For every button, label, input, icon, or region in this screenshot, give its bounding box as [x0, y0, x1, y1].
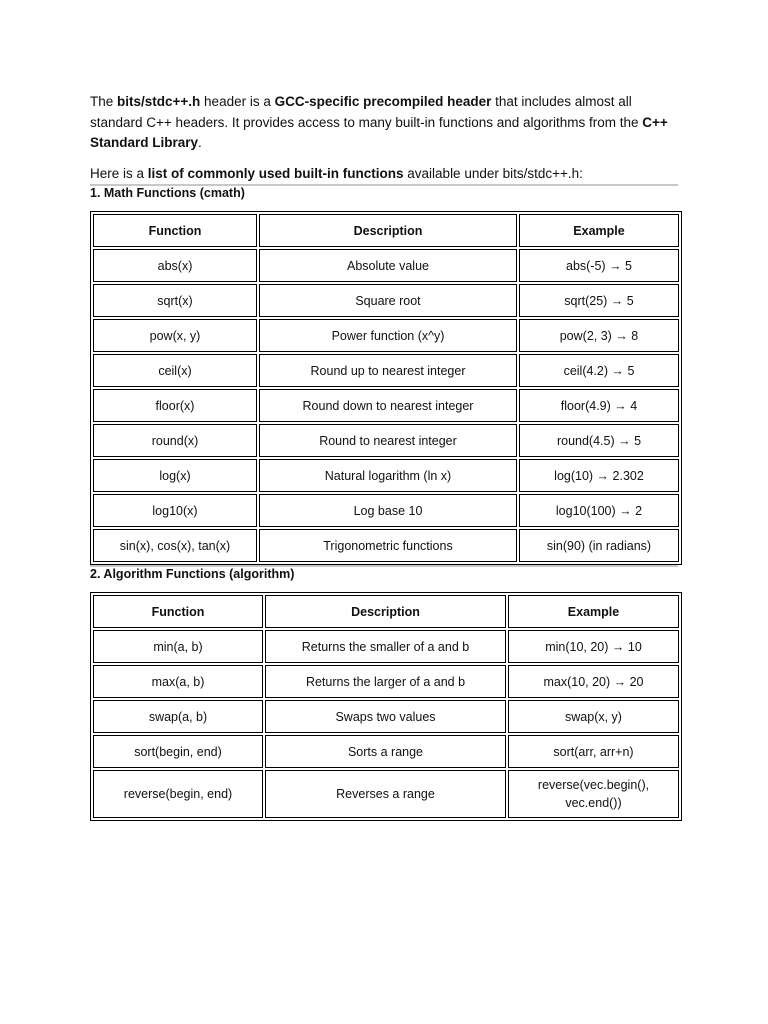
example-cell: round(4.5) → 5	[519, 424, 679, 457]
function-cell: ceil(x)	[93, 354, 257, 387]
description-cell: Natural logarithm (ln x)	[259, 459, 517, 492]
table-row	[93, 529, 679, 562]
bold-text: C++ Standard Library	[90, 114, 668, 150]
description-cell: Round to nearest integer	[259, 424, 517, 457]
example-cell: floor(4.9) → 4	[519, 389, 679, 422]
text-run: The	[90, 94, 118, 109]
example-cell: min(10, 20) → 10	[508, 630, 679, 663]
column-header-function: Function	[93, 595, 263, 628]
table-header-row	[93, 214, 679, 247]
text-run: Here is a	[90, 165, 148, 181]
example-cell: log(10) → 2.302	[519, 459, 679, 492]
description-cell: Log base 10	[259, 494, 517, 527]
table-row	[93, 494, 679, 527]
description-cell: Square root	[259, 284, 517, 317]
table-row	[93, 319, 679, 352]
function-cell: log10(x)	[93, 494, 257, 527]
description-cell: Reverses a range	[265, 770, 506, 818]
section-title-math: 1. Math Functions (cmath)	[90, 186, 245, 200]
text-run: header is a	[200, 94, 275, 109]
table-row	[93, 770, 679, 818]
description-cell: Swaps two values	[265, 700, 506, 733]
example-cell: sort(arr, arr+n)	[508, 735, 679, 768]
function-cell: round(x)	[93, 424, 257, 457]
column-header-example: Example	[508, 595, 679, 628]
example-cell: max(10, 20) → 20	[508, 665, 679, 698]
description-cell: Round up to nearest integer	[259, 354, 517, 387]
function-cell: pow(x, y)	[93, 319, 257, 352]
example-cell: pow(2, 3) → 8	[519, 319, 679, 352]
function-cell: reverse(begin, end)	[93, 770, 263, 818]
text-run: .	[198, 135, 202, 150]
example-cell: sin(90) (in radians)	[519, 529, 679, 562]
description-cell: Round down to nearest integer	[259, 389, 517, 422]
function-cell: log(x)	[93, 459, 257, 492]
table-row	[93, 354, 679, 387]
description-cell: Power function (x^y)	[259, 319, 517, 352]
function-cell: swap(a, b)	[93, 700, 263, 733]
list-intro-paragraph	[90, 164, 678, 185]
description-cell: Trigonometric functions	[259, 529, 517, 562]
table-row	[93, 700, 679, 733]
column-header-function: Function	[93, 214, 257, 247]
column-header-description: Description	[259, 214, 517, 247]
text-run: that includes almost all standard C++ headers. It provides access to many built-in functions and algorithms from the	[90, 94, 643, 130]
column-header-example: Example	[519, 214, 679, 247]
function-cell: sort(begin, end)	[93, 735, 263, 768]
table-row	[93, 389, 679, 422]
math-functions-table	[90, 211, 682, 565]
table-row	[93, 665, 679, 698]
function-cell: min(a, b)	[93, 630, 263, 663]
table-row	[93, 735, 679, 768]
table-row	[93, 249, 679, 282]
function-cell: abs(x)	[93, 249, 257, 282]
text-run: available under bits/stdc++.h:	[403, 165, 583, 181]
bold-text: bits/stdc++.h	[117, 94, 201, 109]
description-cell: Returns the larger of a and b	[265, 665, 506, 698]
intro-paragraph	[90, 92, 678, 154]
description-cell: Returns the smaller of a and b	[265, 630, 506, 663]
column-header-description: Description	[265, 595, 506, 628]
table-row	[93, 630, 679, 663]
example-cell: log10(100) → 2	[519, 494, 679, 527]
algorithm-functions-table	[90, 592, 682, 821]
table-row	[93, 424, 679, 457]
example-cell: sqrt(25) → 5	[519, 284, 679, 317]
table-header-row	[93, 595, 679, 628]
description-cell: Sorts a range	[265, 735, 506, 768]
bold-text: GCC-specific precompiled header	[274, 94, 492, 109]
table-row	[93, 284, 679, 317]
example-cell: abs(-5) → 5	[519, 249, 679, 282]
function-cell: sin(x), cos(x), tan(x)	[93, 529, 257, 562]
function-cell: sqrt(x)	[93, 284, 257, 317]
function-cell: max(a, b)	[93, 665, 263, 698]
document-page	[90, 92, 678, 821]
example-cell: reverse(vec.begin(), vec.end())	[508, 770, 679, 818]
table-row	[93, 459, 679, 492]
example-cell: ceil(4.2) → 5	[519, 354, 679, 387]
example-cell: swap(x, y)	[508, 700, 679, 733]
bold-text: list of commonly used built-in functions	[147, 165, 404, 181]
section-title-algorithm: 2. Algorithm Functions (algorithm)	[90, 567, 295, 581]
function-cell: floor(x)	[93, 389, 257, 422]
description-cell: Absolute value	[259, 249, 517, 282]
